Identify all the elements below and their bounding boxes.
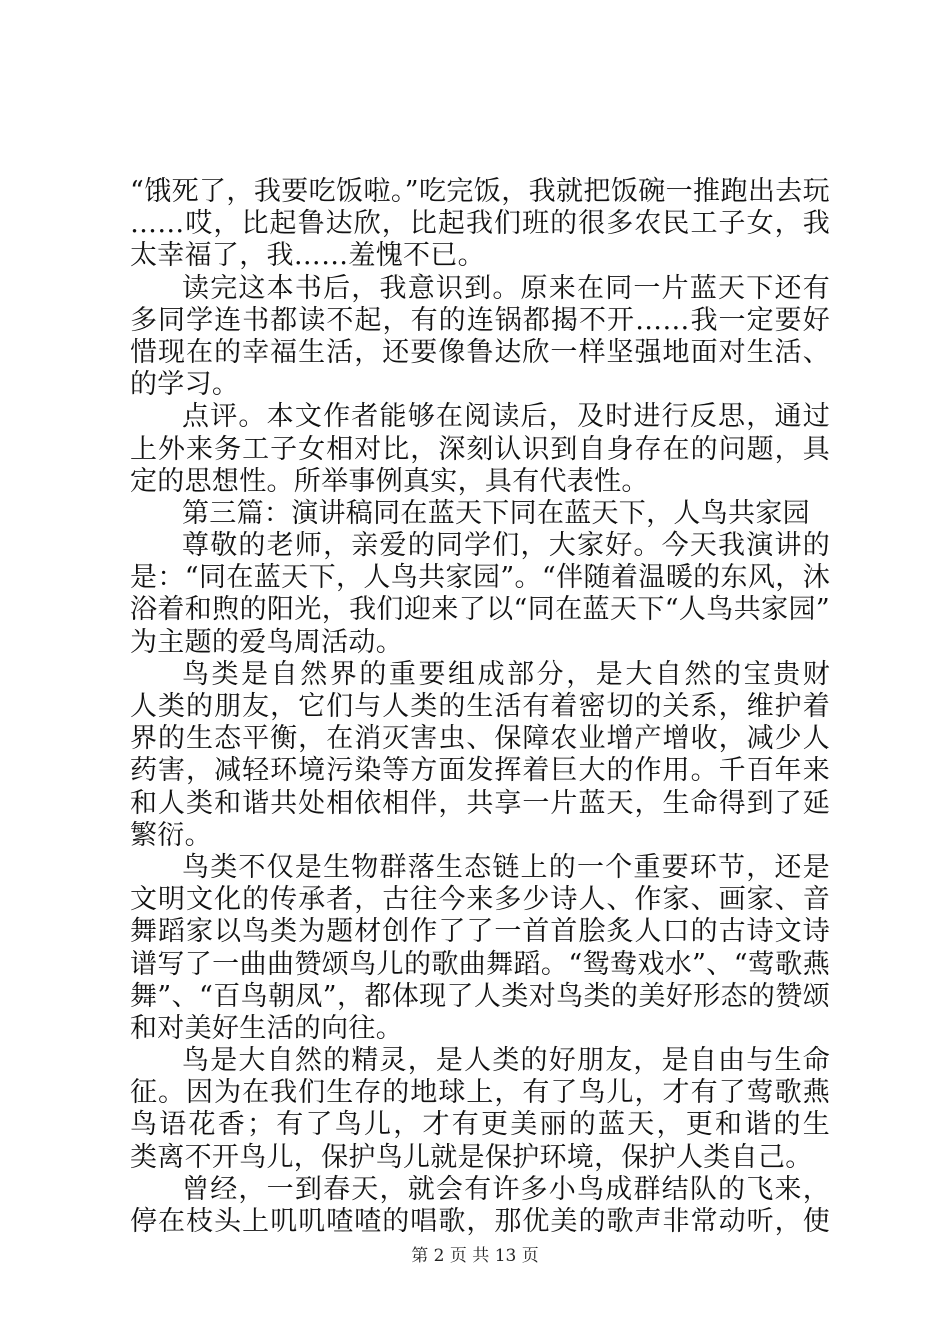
text-line: 点评。本文作者能够在阅读后，及时进行反思，通过 — [182, 401, 830, 433]
text-line: 征。因为在我们生存的地球上，有了鸟儿，才有了莺歌燕 — [130, 1077, 830, 1109]
text-line: 谱写了一曲曲赞颂鸟儿的歌曲舞蹈。“鸳鸯戏水”、“莺歌燕 — [130, 948, 830, 980]
text-line: 鸟是大自然的精灵，是人类的好朋友，是自由与生命 — [182, 1045, 830, 1077]
text-line: 上外来务工子女相对比，深刻认识到自身存在的问题，具 — [130, 433, 830, 465]
text-line: 曾经，一到春天，就会有许多小鸟成群结队的飞来， — [182, 1173, 830, 1205]
text-line: 太幸福了，我……羞愧不已。 — [130, 240, 485, 272]
text-line: 界的生态平衡，在消灭害虫、保障农业增产增收，减少人 — [130, 723, 830, 755]
text-line: 多同学连书都读不起，有的连锅都揭不开……我一定要好 — [130, 304, 830, 336]
text-line: 第三篇：演讲稿同在蓝天下同在蓝天下，人鸟共家园 — [182, 497, 810, 529]
text-line: 鸟类是自然界的重要组成部分，是大自然的宝贵财 — [182, 658, 830, 690]
text-line: 读完这本书后，我意识到。原来在同一片蓝天下还有 — [182, 272, 830, 304]
text-line: 文明文化的传承者，古往今来多少诗人、作家、画家、音 — [130, 884, 830, 916]
text-line: 惜现在的幸福生活，还要像鲁达欣一样坚强地面对生活、 — [130, 336, 830, 368]
text-line: 和人类和谐共处相依相伴，共享一片蓝天，生命得到了延 — [130, 787, 830, 819]
text-line: 是：“同在蓝天下，人鸟共家园”。“伴随着温暖的东风，沐 — [130, 562, 830, 594]
text-line: 鸟类不仅是生物群落生态链上的一个重要环节，还是 — [182, 851, 830, 883]
page-number-footer: 第 2 页 共 13 页 — [411, 1246, 539, 1266]
text-line: 浴着和煦的阳光，我们迎来了以“同在蓝天下“人鸟共家园” — [130, 594, 830, 626]
text-line: ……哎，比起鲁达欣，比起我们班的很多农民工子女，我 — [130, 208, 830, 240]
text-line: 类离不开鸟儿，保护鸟儿就是保护环境，保护人类自己。 — [130, 1141, 813, 1173]
text-line: 定的思想性。所举事例真实，具有代表性。 — [130, 465, 649, 497]
document-body — [130, 176, 830, 1238]
text-line: 为主题的爱鸟周活动。 — [130, 626, 403, 658]
text-line: 繁衍。 — [130, 819, 212, 851]
text-line: 鸟语花香；有了鸟儿，才有更美丽的蓝天，更和谐的生 — [130, 1109, 830, 1141]
text-line: 人类的朋友，它们与人类的生活有着密切的关系，维护着 — [130, 691, 830, 722]
text-line: “饿死了，我要吃饭啦。”吃完饭，我就把饭碗一推跑出去玩 — [130, 176, 830, 207]
text-line: 的学习。 — [130, 369, 240, 401]
text-line: 舞”、“百鸟朝凤”，都体现了人类对鸟类的美好形态的赞颂 — [130, 980, 830, 1012]
text-line: 停在枝头上叽叽喳喳的唱歌，那优美的歌声非常动听，使 — [130, 1206, 830, 1237]
text-line: 尊敬的老师，亲爱的同学们，大家好。今天我演讲的 — [182, 530, 830, 562]
text-line: 药害，减轻环境污染等方面发挥着巨大的作用。千百年来 — [130, 755, 830, 787]
text-line: 舞蹈家以鸟类为题材创作了了一首首脍炙人口的古诗文诗 — [130, 916, 830, 948]
text-line: 和对美好生活的向往。 — [130, 1012, 403, 1044]
